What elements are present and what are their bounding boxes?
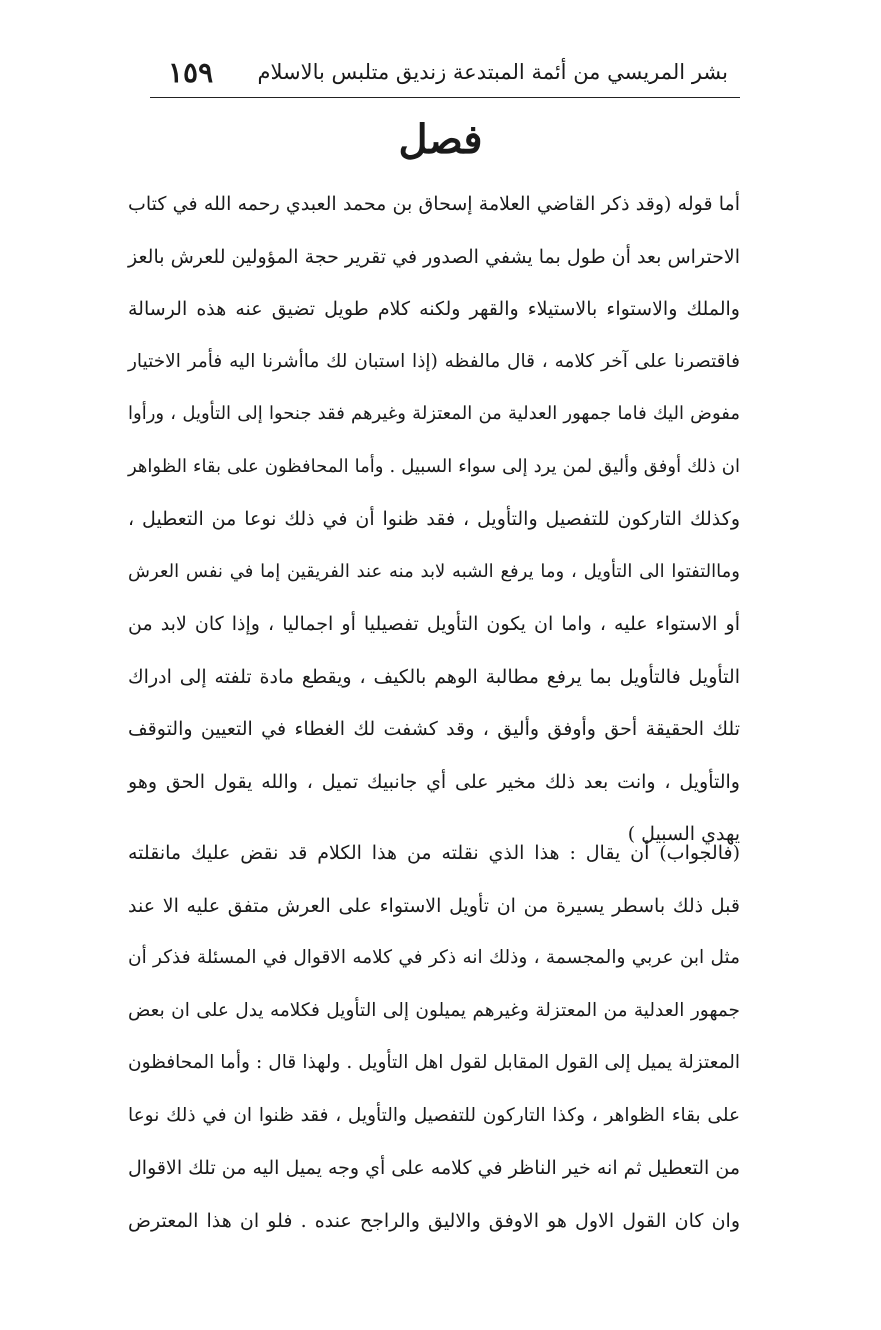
text-line: التأويل فالتأويل بما يرفع مطالبة الوهم بالكيف ، ويقطع مادة تلفته إلى ادراك [128, 665, 740, 688]
text-line: وماالتفتوا الى التأويل ، وما يرفع الشبه لابد منه عند الفريقين إما في نفس العرش [128, 560, 740, 582]
text-line: قبل ذلك باسطر يسيرة من ان تأويل الاستواء على العرش متفق عليه الا عند [128, 894, 740, 917]
text-line: مفوض اليك فاما جمهور العدلية من المعتزلة وغيرهم فقد جنحوا إلى التأويل ، ورأوا [128, 403, 740, 424]
text-line: وان كان القول الاول هو الاوفق والاليق والراجح عنده . فلو ان هذا المعترض [128, 1209, 740, 1232]
text-line: (فالجواب) أن يقال : هذا الذي نقلته من هذا الكلام قد نقض عليك مانقلته [128, 842, 740, 864]
paragraph-quote [128, 178, 740, 861]
text-line: الاحتراس بعد أن طول بما يشفي الصدور في تقرير حجة المؤولين للعرش بالعز [128, 245, 740, 268]
text-line: يهدي السبيل ) [627, 823, 740, 845]
text-line: من التعطيل ثم انه خير الناظر في كلامه على أي وجه يميل اليه من تلك الاقوال [128, 1157, 740, 1179]
running-header-title: بشر المريسي من أئمة المبتدعة زنديق متلبس بالاسلام [257, 60, 728, 84]
text-line: والتأويل ، وانت بعد ذلك مخير على أي جانبيك تميل ، والله يقول الحق وهو [128, 770, 740, 793]
section-heading: فصل [398, 116, 483, 163]
text-line: تلك الحقيقة أحق وأوفق وأليق ، وقد كشفت لك الغطاء في التعيين والتوقف [128, 718, 740, 740]
paragraph-answer [128, 827, 740, 1247]
text-line: ان ذلك أوفق وأليق لمن يرد إلى سواء السبيل . وأما المحافظون على بقاء الظواهر [128, 455, 740, 477]
text-line: مثل ابن عربي والمجسمة ، وذلك انه ذكر في كلامه الاقوال في المسئلة فذكر أن [128, 947, 740, 968]
text-line: جمهور العدلية من المعتزلة وغيرهم يميلون إلى التأويل فكلامه يدل على ان بعض [128, 999, 740, 1021]
text-line: وكذلك التاركون للتفصيل والتأويل ، فقد ظنوا أن في ذلك نوعا من التعطيل ، [128, 508, 740, 530]
text-line: أما قوله (وقد ذكر القاضي العلامة إسحاق بن محمد العبدي رحمه الله في كتاب [128, 193, 740, 215]
running-header [168, 50, 728, 94]
page-number: ١٥٩ [168, 55, 214, 89]
text-line: فاقتصرنا على آخر كلامه ، قال مالفظه (إذا استبان لك ماأشرنا اليه فأمر الاختيار [128, 350, 740, 372]
header-rule [150, 97, 740, 98]
text-line: أو الاستواء عليه ، واما ان يكون التأويل تفصيليا أو اجماليا ، وإذا كان لابد من [128, 613, 740, 635]
text-line: والملك والاستواء بالاستيلاء والقهر ولكنه كلام طويل تضيق عنه هذه الرسالة [128, 298, 740, 320]
text-line: المعتزلة يميل إلى القول المقابل لقول اهل التأويل . ولهذا قال : وأما المحافظون [128, 1052, 740, 1073]
text-line: على بقاء الظواهر ، وكذا التاركون للتفصيل والتأويل ، فقد ظنوا ان في ذلك نوعا [128, 1104, 740, 1126]
